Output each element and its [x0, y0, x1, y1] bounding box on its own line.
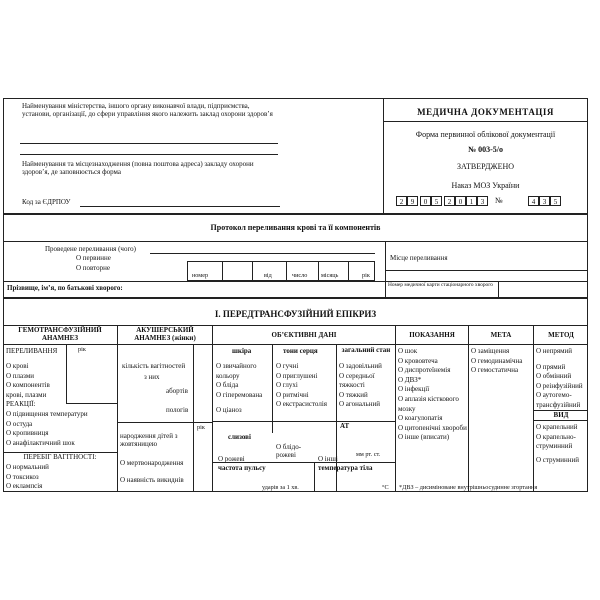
method-indirect[interactable]: О непрямий	[536, 347, 573, 355]
date-digit: 2	[444, 196, 455, 206]
form-line: Форма первинної облікової документації	[415, 130, 556, 139]
protocol-title-line	[3, 241, 588, 242]
order-digit: 4	[528, 196, 539, 206]
date-digit: 3	[477, 196, 488, 206]
hemo-header: ГЕМОТРАНСФУЗІЙНИЙ АНАМНЕЗ	[18, 326, 102, 343]
repeat-transfusion-option[interactable]: О повторне	[76, 264, 111, 272]
pregnancy-options	[6, 463, 49, 492]
reactions-label: РЕАКЦІЇ:	[6, 400, 36, 409]
divider	[212, 421, 213, 492]
option-plasma[interactable]: О плазми	[6, 371, 34, 380]
dic-footnote: *ДВЗ – дисиміноване внутрішньосудинне згортання	[399, 484, 538, 491]
skin-hyperemic[interactable]: О гіперемована	[216, 390, 263, 399]
temperature-label: температура тіла	[318, 464, 373, 472]
divider	[533, 325, 534, 492]
method-autohemo[interactable]: О аутогемо-трансфузійний	[536, 391, 581, 409]
transfusion-year-label: рік	[78, 346, 86, 353]
type-options	[536, 423, 588, 465]
general-state-label: загальний стан	[341, 346, 391, 354]
type-drip[interactable]: О крапельний	[536, 423, 578, 431]
miscarriages-option[interactable]: О наявність викиднів	[120, 476, 184, 484]
year-label: рік	[362, 272, 370, 279]
heart-label: тони серця	[283, 347, 318, 355]
order-digit: 5	[550, 196, 561, 206]
obst-year-label: рік	[197, 424, 205, 431]
approved-label: ЗАТВЕРДЖЕНО	[456, 162, 515, 171]
indication-cytopenic[interactable]: О цитопенічні хвороби	[398, 423, 467, 432]
divider	[314, 462, 315, 492]
patient-label: Прізвище, ім’я, по батькові хворого:	[7, 284, 123, 292]
indication-shock[interactable]: О шок	[398, 347, 418, 355]
mucous-pale-pink[interactable]: О блідо-рожеві	[276, 443, 302, 460]
divider	[3, 281, 588, 282]
from-them-label: з них	[144, 373, 160, 381]
divider	[468, 325, 469, 492]
births-label: пологів	[166, 406, 189, 414]
goal-header: МЕТА	[490, 331, 512, 339]
type-header: ВИД	[553, 411, 569, 419]
divider	[222, 261, 223, 281]
divider	[318, 261, 319, 281]
facility-label: Найменування та місцезнаходження (повна поштова адреса) закладу охорони здоров’я, де заповнюється форма	[22, 160, 254, 177]
pulse-label: частота пульсу	[218, 464, 266, 472]
day-label: число	[292, 272, 308, 279]
number-label: номер	[192, 272, 209, 279]
skin-cyanosis[interactable]: О ціаноз	[216, 406, 242, 415]
goal-options	[471, 347, 522, 376]
number-field[interactable]	[187, 261, 375, 281]
indication-dysproteinemia[interactable]: О диспротеїнемія	[398, 366, 451, 375]
abortions-label: абортів	[166, 387, 188, 395]
method-reinfusion[interactable]: О реінфузійний	[536, 381, 583, 390]
protocol-title: Протокол переливання крові та її компонентів	[210, 223, 381, 232]
pregnancies-count-label: кількість вагітностей	[122, 362, 186, 370]
form-number: № 003-5/о	[468, 145, 503, 154]
ministry-field-line-2[interactable]	[20, 154, 278, 155]
stillbirth-option[interactable]: О мертвонародження	[120, 459, 184, 467]
mucous-label: слизові	[228, 433, 251, 441]
goal-hemostatic[interactable]: О гемостатична	[471, 366, 519, 375]
date-digit: 0	[420, 196, 431, 206]
method-exchange[interactable]: О обмінний	[536, 372, 572, 381]
divider	[212, 421, 395, 422]
skin-normal[interactable]: О звичайного кольору	[216, 362, 257, 380]
ministry-field-line[interactable]	[20, 143, 278, 144]
option-components[interactable]: О компонентів	[6, 381, 50, 390]
edrpou-label: Код за ЄДРПОУ	[22, 198, 71, 206]
pregnancy-normal[interactable]: О нормальний	[6, 463, 49, 471]
divider	[533, 420, 588, 421]
skin-options	[216, 362, 272, 416]
transfusion-options	[6, 362, 88, 448]
date-digit: 1	[466, 196, 477, 206]
order-label: Наказ МОЗ України	[451, 181, 520, 190]
heart-rhythmic[interactable]: О ритмічні	[276, 390, 309, 399]
date-digit: 5	[431, 196, 442, 206]
heart-extrasystole[interactable]: О екстрасистолія	[276, 400, 327, 409]
edrpou-field-line[interactable]	[80, 206, 280, 207]
reaction-fever[interactable]: О підвищення температури	[6, 409, 88, 418]
indication-dic[interactable]: О ДВЗ*	[398, 375, 422, 384]
general-state-options	[339, 362, 395, 410]
method-options	[536, 347, 588, 411]
temp-unit: °С	[382, 484, 389, 491]
indications-header: ПОКАЗАННЯ	[409, 331, 455, 339]
heart-loud[interactable]: О гучні	[276, 362, 299, 370]
pregnancy-label: ПЕРЕБІГ ВАГІТНОСТІ:	[23, 453, 97, 461]
divider	[348, 261, 349, 281]
order-number-sign: №	[495, 196, 503, 205]
first-transfusion-option[interactable]: О первинне	[76, 254, 111, 262]
divider	[193, 344, 194, 492]
from-label: від	[264, 272, 272, 279]
place-field-line[interactable]	[385, 270, 588, 271]
heart-options	[276, 362, 327, 410]
goal-replacement[interactable]: О заміщення	[471, 347, 510, 355]
order-digit: 3	[539, 196, 550, 206]
divider	[272, 344, 273, 433]
bp-unit: мм рт. ст.	[356, 451, 381, 458]
type-jet[interactable]: О струминний	[536, 455, 580, 464]
date-digit: 0	[455, 196, 466, 206]
ministry-label: Найменування міністерства, іншого органу виконавчої влади, підприємства, установи, організації, до сфери управління якого належить заклад охорони здоров’я	[22, 102, 273, 119]
indications-options	[398, 347, 468, 443]
bp-label: АТ	[340, 422, 350, 430]
med-doc-title: МЕДИЧНА ДОКУМЕНТАЦІЯ	[417, 107, 554, 117]
method-header: МЕТОД	[548, 331, 574, 339]
type-drip-jet[interactable]: О крапельно-струминний	[536, 432, 576, 451]
general-moderate[interactable]: О середньої тяжкості	[339, 371, 375, 390]
general-satisfactory[interactable]: О задовільний	[339, 362, 382, 370]
month-label: місяць	[321, 272, 339, 279]
heart-muffled[interactable]: О приглушені	[276, 371, 318, 380]
title-underline	[383, 121, 588, 122]
indication-coagulopathy[interactable]: О коагулопатія	[398, 414, 443, 423]
indication-bleeding[interactable]: О крововтеча	[398, 356, 438, 365]
obst-header: АКУШЕРСЬКИЙ АНАМНЕЗ (жінки)	[134, 326, 196, 343]
skin-label: шкіра	[232, 347, 252, 355]
divider	[286, 261, 287, 281]
date-digit: 2	[396, 196, 407, 206]
pregnancy-eclampsia[interactable]: О еклампсія	[6, 482, 43, 491]
pulse-unit: ударів за 1 хв.	[262, 484, 299, 491]
place-label: Місце переливання	[390, 254, 448, 262]
mucous-pink[interactable]: О рожеві	[218, 455, 245, 463]
jaundice-children-label: народження дітей з жовтяницею	[120, 432, 178, 449]
method-direct[interactable]: О прямий	[536, 362, 566, 371]
divider	[212, 462, 395, 463]
heart-deaf[interactable]: О глухі	[276, 381, 298, 390]
reaction-urticaria[interactable]: О кропивниця	[6, 429, 49, 438]
section1-title: I. ПЕРЕДТРАНСФУЗІЙНИЙ ЕПІКРИЗ	[214, 309, 377, 319]
card-label: Номер медичної карти стаціонарного хворого	[388, 282, 493, 288]
date-digit: 9	[407, 196, 418, 206]
performed-field-line[interactable]	[150, 253, 375, 254]
indication-aplasia[interactable]: О аплазія кісткового мозку	[398, 394, 459, 413]
goal-hemodynamic[interactable]: О гемодинамічна	[471, 356, 523, 365]
option-blood[interactable]: О крові	[6, 362, 29, 370]
objective-header: ОБ’ЄКТИВНІ ДАНІ	[271, 331, 337, 339]
mucous-other[interactable]: О інші	[318, 455, 338, 463]
divider	[395, 325, 396, 492]
indication-infections[interactable]: О інфекції	[398, 385, 430, 394]
pregnancy-toxicosis[interactable]: О токсикоз	[6, 472, 39, 481]
indication-other[interactable]: О інше (вписати)	[398, 433, 450, 442]
option-components-cont: крові, плазми	[6, 390, 47, 399]
divider	[117, 422, 212, 423]
transfusions-label: ПЕРЕЛИВАННЯ	[6, 347, 58, 355]
performed-label: Проведене переливання (чого)	[45, 245, 136, 253]
divider	[498, 281, 499, 298]
general-agonal[interactable]: О агональний	[339, 400, 380, 409]
reaction-chills[interactable]: О остуда	[6, 419, 33, 428]
general-severe[interactable]: О тяжкий	[339, 390, 368, 399]
divider	[252, 261, 253, 281]
skin-pale[interactable]: О бліда	[216, 381, 239, 390]
reaction-anaphylaxis[interactable]: О анафілактичний шок	[6, 438, 75, 447]
